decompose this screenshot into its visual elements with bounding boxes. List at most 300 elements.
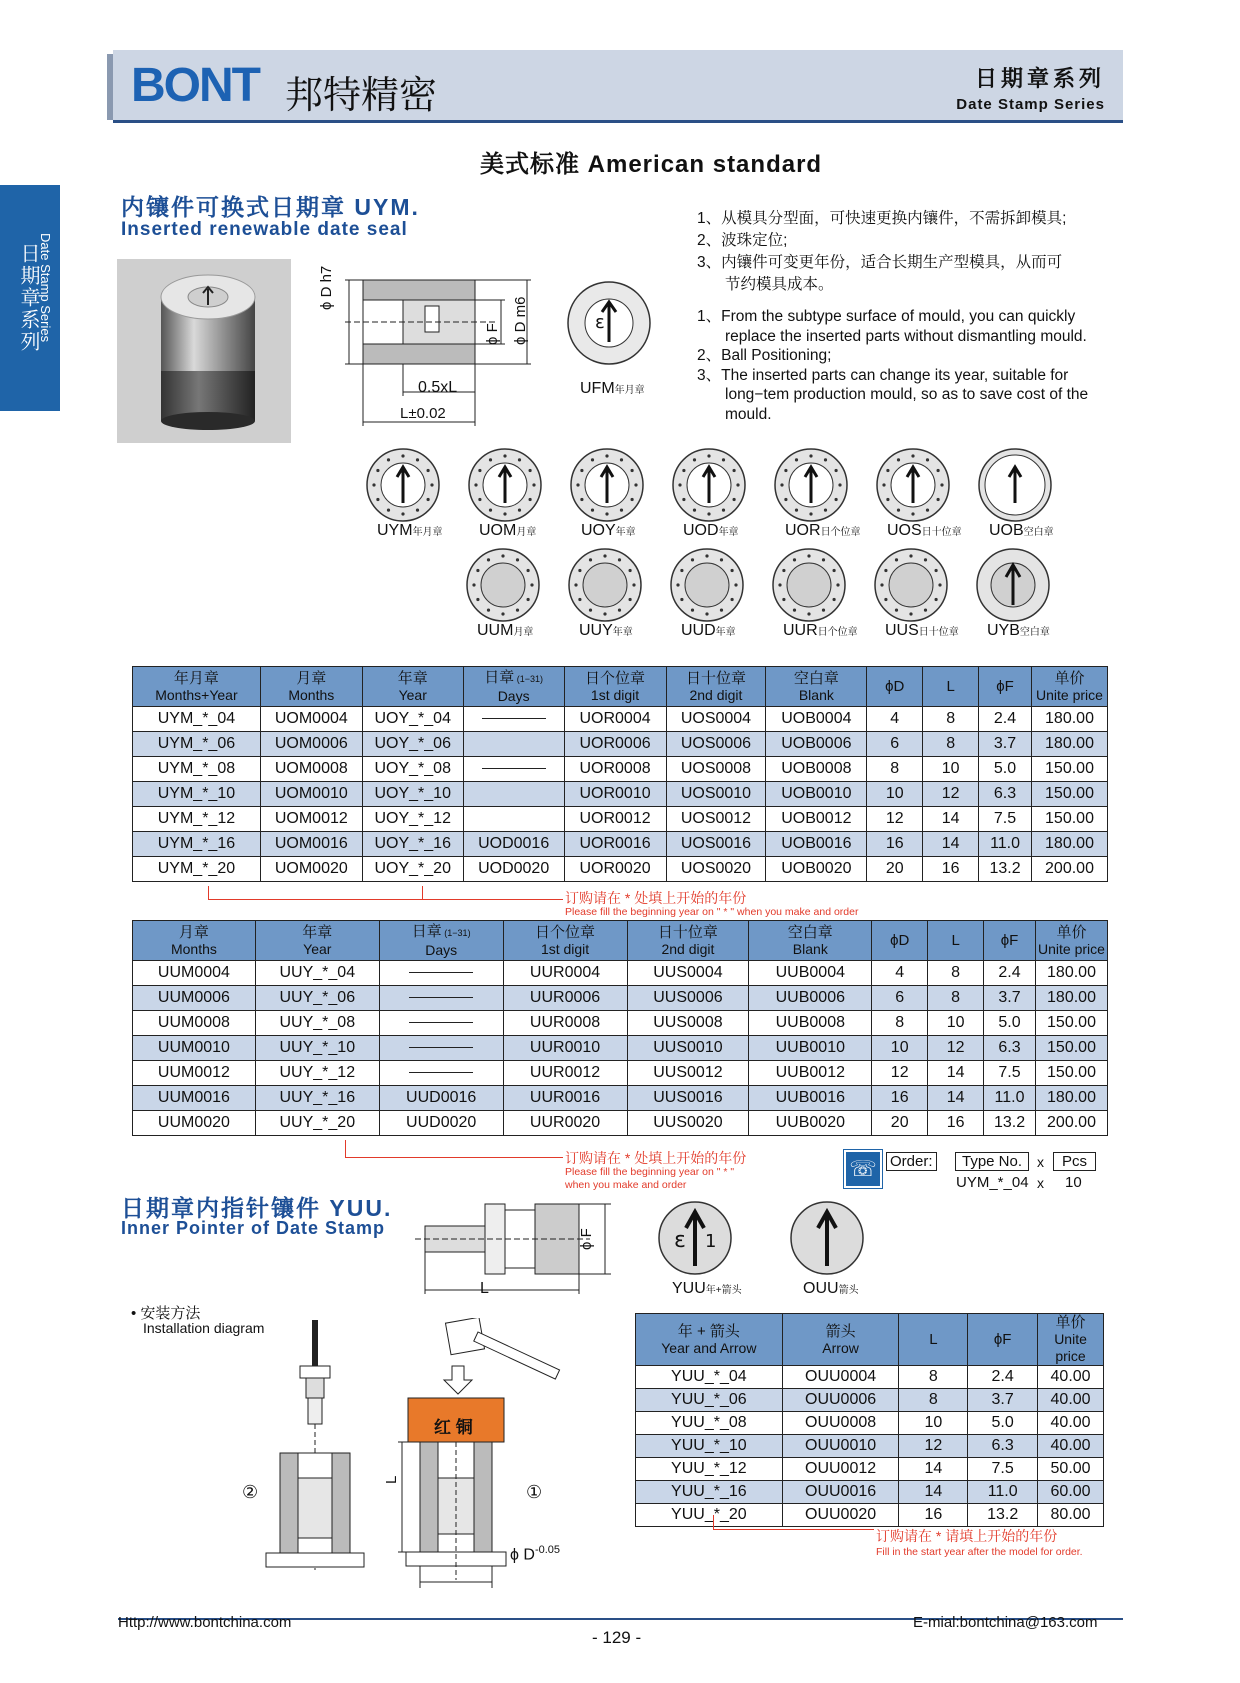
note-en-1: 1、From the subtype surface of mould, you can quickly: [697, 308, 1076, 325]
t1-cell: 200.00: [1032, 857, 1108, 882]
red-leader-1: [208, 886, 563, 900]
t1-cell: 180.00: [1032, 732, 1108, 757]
t1-cell: UOY_*_12: [362, 807, 463, 832]
t1-cell: UOM0010: [260, 782, 362, 807]
uoy-stamp-label: UOY年章: [581, 522, 636, 539]
t2-cell: UUR0008: [503, 1011, 627, 1036]
t3-cell: 16: [899, 1504, 968, 1527]
t3-cell: OUU0004: [782, 1366, 899, 1389]
t2-cell: UUS0016: [627, 1086, 749, 1111]
t1-cell: 20: [867, 857, 923, 882]
t3-row: [636, 1435, 1104, 1458]
t2-header-6: ϕD: [872, 921, 928, 961]
uud-stamp-label: UUD年章: [681, 622, 736, 639]
t3-cell: 14: [899, 1481, 968, 1504]
t2-cell: 150.00: [1036, 1036, 1108, 1061]
uos-stamp-icon: [875, 447, 951, 528]
t2-cell: UUY_*_04: [255, 961, 379, 986]
t3-cell: 50.00: [1038, 1458, 1104, 1481]
note-cn-1: 1、从模具分型面，可快速更换内镶件，不需拆卸模具;: [697, 210, 1067, 227]
note-en-5: long−tem production mould, so as to save cost of the: [725, 386, 1089, 403]
t1-cell: UOB0012: [766, 807, 867, 832]
t2-cell: 14: [928, 1086, 984, 1111]
footer-url[interactable]: Http://www.bontchina.com: [118, 1614, 292, 1631]
t1-cell: 10: [923, 757, 979, 782]
t1-cell: UYM_*_08: [133, 757, 261, 782]
t2-cell: 8: [928, 961, 984, 986]
t1-header-6: 空白章 Blank: [766, 667, 867, 707]
t3-cell: YUU_*_20: [636, 1504, 783, 1527]
dim-l-tol: L±0.02: [400, 405, 446, 422]
t3-cell: 6.3: [968, 1435, 1038, 1458]
yuu-dim-l: L: [480, 1280, 489, 1297]
t2-cell: 150.00: [1036, 1061, 1108, 1086]
t2-cell: 12: [928, 1036, 984, 1061]
t2-cell: 8: [928, 986, 984, 1011]
t1-row: [133, 857, 1108, 882]
t2-cell: UUB0020: [749, 1111, 872, 1136]
t2-row: [133, 1086, 1108, 1111]
install-title-cn: • 安装方法: [131, 1305, 201, 1322]
t2-cell: UUY_*_10: [255, 1036, 379, 1061]
t1-cell: UOR0020: [564, 857, 666, 882]
t1-row: [133, 732, 1108, 757]
t2-cell: 180.00: [1036, 1086, 1108, 1111]
uuy-stamp-icon: [567, 547, 643, 628]
note-en-4: 3、The inserted parts can change its year, suitable for: [697, 366, 1069, 384]
t1-cell: UOY_*_16: [362, 832, 463, 857]
table2-note-en-2: when you make and order: [565, 1179, 687, 1191]
t2-cell: UUB0004: [749, 961, 872, 986]
section1-notes-cn: [697, 208, 1117, 296]
t1-row: [133, 807, 1108, 832]
t1-cell: UOR0008: [564, 757, 666, 782]
order-example-type: UYM_*_04: [956, 1174, 1029, 1191]
t2-cell: [379, 986, 503, 1011]
t2-cell: UUM0012: [133, 1061, 256, 1086]
t2-cell: UUR0020: [503, 1111, 627, 1136]
t3-cell: 12: [899, 1435, 968, 1458]
t1-cell: 11.0: [979, 832, 1032, 857]
t1-cell: 8: [923, 707, 979, 732]
t1-cell: UOM0016: [260, 832, 362, 857]
series-title-en: Date Stamp Series: [956, 96, 1105, 113]
t2-cell: UUS0006: [627, 986, 749, 1011]
t2-header-2: 日章 (1−31) Days: [379, 921, 503, 961]
t1-cell: UOB0020: [766, 857, 867, 882]
t1-cell: UOB0006: [766, 732, 867, 757]
t2-cell: UUS0020: [627, 1111, 749, 1136]
t3-cell: YUU_*_06: [636, 1389, 783, 1412]
t1-cell: [463, 707, 564, 732]
t1-cell: 12: [867, 807, 923, 832]
t1-cell: UOY_*_20: [362, 857, 463, 882]
t2-cell: 10: [872, 1036, 928, 1061]
note-en-3: 2、Ball Positioning;: [697, 347, 832, 364]
uyb-stamp-label: UYB空白章: [987, 622, 1050, 639]
t1-cell: UOS0008: [666, 757, 766, 782]
note-cn-3: 3、内镶件可变更年份，适合长期生产型模具，从而可: [697, 254, 1063, 271]
t1-cell: UYM_*_06: [133, 732, 261, 757]
t2-cell: UUY_*_20: [255, 1111, 379, 1136]
t2-cell: UUB0008: [749, 1011, 872, 1036]
t1-header-10: 单价 Unite price: [1032, 667, 1108, 707]
brand-name-cn: 邦特精密: [285, 73, 438, 117]
section1-title-en: Inserted renewable date seal: [121, 219, 408, 240]
t2-cell: 13.2: [984, 1111, 1036, 1136]
table2-note-en-1: Please fill the beginning year on " * ": [565, 1166, 735, 1178]
section1-title-cn: 内镶件可换式日期章 UYM.: [121, 194, 420, 220]
t3-header-4: 单价 Unite price: [1038, 1314, 1104, 1366]
t2-cell: UUB0012: [749, 1061, 872, 1086]
table2-note-cn: 订购请在 * 处填上开始的年份: [565, 1150, 747, 1166]
footer-email[interactable]: E-mial:bontchina@163.com: [913, 1614, 1098, 1631]
section2-title-cn: 日期章内指针镶件 YUU.: [121, 1195, 393, 1221]
t2-cell: UUD0020: [379, 1111, 503, 1136]
t1-row: [133, 782, 1108, 807]
uuy-stamp-label: UUY年章: [579, 622, 633, 639]
t1-cell: UOB0010: [766, 782, 867, 807]
uor-stamp-label: UOR日个位章: [785, 522, 861, 539]
uum-stamp-label: UUM月章: [477, 622, 534, 639]
t1-cell: [463, 732, 564, 757]
t2-cell: 16: [928, 1111, 984, 1136]
t1-cell: 150.00: [1032, 807, 1108, 832]
t2-cell: UUR0012: [503, 1061, 627, 1086]
ufm-label: UFM年月章: [580, 380, 645, 397]
t3-cell: 2.4: [968, 1366, 1038, 1389]
t2-cell: [379, 1061, 503, 1086]
t3-header-2: L: [899, 1314, 968, 1366]
t2-cell: 3.7: [984, 986, 1036, 1011]
uur-stamp-label: UUR日个位章: [783, 622, 858, 639]
t1-cell: UOR0004: [564, 707, 666, 732]
t2-row: [133, 1011, 1108, 1036]
page-header: [113, 50, 1123, 123]
t2-row: [133, 1036, 1108, 1061]
t2-cell: UUB0016: [749, 1086, 872, 1111]
t2-cell: UUY_*_06: [255, 986, 379, 1011]
svg-text:1: 1: [705, 1231, 717, 1252]
t1-cell: 150.00: [1032, 782, 1108, 807]
uob-stamp-label: UOB空白章: [989, 522, 1054, 539]
t3-row: [636, 1412, 1104, 1435]
yuu-dim-phif: ϕ F: [578, 1228, 595, 1250]
t3-cell: 60.00: [1038, 1481, 1104, 1504]
t2-cell: UUM0006: [133, 986, 256, 1011]
t1-cell: UOB0004: [766, 707, 867, 732]
t3-cell: 11.0: [968, 1481, 1038, 1504]
uod-stamp-label: UOD年章: [683, 522, 739, 539]
t2-header-1: 年章 Year: [255, 921, 379, 961]
t2-cell: UUY_*_16: [255, 1086, 379, 1111]
t3-row: [636, 1458, 1104, 1481]
install-title-en: Installation diagram: [143, 1320, 265, 1336]
t3-cell: 7.5: [968, 1458, 1038, 1481]
t2-header-9: 单价 Unite price: [1036, 921, 1108, 961]
uus-stamp-label: UUS日十位章: [885, 622, 959, 639]
side-tab: [0, 185, 60, 411]
uym-stamp-icon: [365, 447, 441, 528]
t3-cell: OUU0008: [782, 1412, 899, 1435]
t1-cell: UOY_*_06: [362, 732, 463, 757]
t2-cell: UUR0006: [503, 986, 627, 1011]
t1-cell: UOY_*_10: [362, 782, 463, 807]
side-tab-en: Date Stamp Series: [38, 233, 53, 343]
t3-cell: OUU0016: [782, 1481, 899, 1504]
stamp-row-1: [365, 447, 1085, 547]
t3-cell: OUU0006: [782, 1389, 899, 1412]
t3-cell: 40.00: [1038, 1366, 1104, 1389]
t1-header-8: L: [923, 667, 979, 707]
t1-cell: UOM0006: [260, 732, 362, 757]
t3-cell: YUU_*_04: [636, 1366, 783, 1389]
t1-header-9: ϕF: [979, 667, 1032, 707]
svg-text:ɛ: ɛ: [674, 1228, 686, 1253]
t1-row: [133, 707, 1108, 732]
t1-header-3: 日章 (1−31) Days: [463, 667, 564, 707]
phone-icon: ☏: [844, 1150, 882, 1188]
t1-cell: 2.4: [979, 707, 1032, 732]
t1-cell: UOS0016: [666, 832, 766, 857]
brand-logo: BONT: [131, 59, 259, 112]
t3-cell: 40.00: [1038, 1435, 1104, 1458]
t1-cell: UOM0012: [260, 807, 362, 832]
table1-note-en: Please fill the beginning year on " * " when you make and order: [565, 906, 859, 918]
table3-note-en: Fill in the start year after the model for order.: [876, 1546, 1083, 1558]
t1-cell: 10: [867, 782, 923, 807]
t3-cell: OUU0010: [782, 1435, 899, 1458]
type-no-label: Type No.: [955, 1152, 1029, 1171]
t1-cell: UOB0016: [766, 832, 867, 857]
t2-cell: 2.4: [984, 961, 1036, 986]
t1-cell: UOS0012: [666, 807, 766, 832]
t2-cell: 14: [928, 1061, 984, 1086]
times-sign-2: x: [1037, 1175, 1044, 1191]
t1-cell: UYM_*_04: [133, 707, 261, 732]
t1-cell: 4: [867, 707, 923, 732]
note-cn-4: 节约模具成本。: [725, 276, 834, 293]
t1-cell: 14: [923, 832, 979, 857]
t1-cell: 7.5: [979, 807, 1032, 832]
t1-cell: 6: [867, 732, 923, 757]
t1-cell: 180.00: [1032, 832, 1108, 857]
t2-cell: 10: [928, 1011, 984, 1036]
uos-stamp-label: UOS日十位章: [887, 522, 962, 539]
t1-header-0: 年月章 Months+Year: [133, 667, 261, 707]
t1-header-7: ϕD: [867, 667, 923, 707]
t2-cell: UUS0008: [627, 1011, 749, 1036]
t3-cell: OUU0012: [782, 1458, 899, 1481]
t1-cell: UOS0010: [666, 782, 766, 807]
t2-row: [133, 961, 1108, 986]
t2-header-5: 空白章 Blank: [749, 921, 872, 961]
t1-cell: UOD0020: [463, 857, 564, 882]
t2-cell: UUR0016: [503, 1086, 627, 1111]
uyb-stamp-icon: [975, 547, 1051, 628]
t1-cell: 5.0: [979, 757, 1032, 782]
t2-cell: UUR0010: [503, 1036, 627, 1061]
uom-stamp-icon: [467, 447, 543, 528]
t3-cell: YUU_*_16: [636, 1481, 783, 1504]
t2-cell: UUM0016: [133, 1086, 256, 1111]
t1-cell: [463, 782, 564, 807]
t1-cell: 13.2: [979, 857, 1032, 882]
install-dim-phid: ϕ $D^{-0.05}$: [510, 1544, 561, 1564]
uym-spec-table: [132, 666, 1108, 882]
t3-row: [636, 1389, 1104, 1412]
t1-cell: 12: [923, 782, 979, 807]
uoy-stamp-icon: [569, 447, 645, 528]
t1-cell: UOS0020: [666, 857, 766, 882]
t2-cell: 20: [872, 1111, 928, 1136]
t1-cell: UOY_*_04: [362, 707, 463, 732]
t1-cell: [463, 807, 564, 832]
t2-cell: [379, 1036, 503, 1061]
red-leader-1b: [422, 886, 423, 899]
t1-cell: UOS0006: [666, 732, 766, 757]
t2-cell: [379, 1011, 503, 1036]
t2-cell: UUS0004: [627, 961, 749, 986]
t1-header-4: 日个位章 1st digit: [564, 667, 666, 707]
t1-cell: UOM0008: [260, 757, 362, 782]
t1-cell: [463, 757, 564, 782]
side-tab-cn: 日期章系列: [17, 243, 39, 353]
t2-cell: UUY_*_08: [255, 1011, 379, 1036]
section1-notes-en: [697, 307, 1127, 424]
order-example-qty: 10: [1065, 1174, 1082, 1191]
t3-cell: 8: [899, 1366, 968, 1389]
t1-row: [133, 832, 1108, 857]
t2-header-7: L: [928, 921, 984, 961]
t1-cell: UOR0006: [564, 732, 666, 757]
t2-cell: 16: [872, 1086, 928, 1111]
t2-cell: UUB0006: [749, 986, 872, 1011]
section2-title-en: Inner Pointer of Date Stamp: [121, 1218, 386, 1238]
product-photo: [117, 259, 291, 443]
t3-cell: 13.2: [968, 1504, 1038, 1527]
uud-stamp-icon: [669, 547, 745, 628]
uus-stamp-icon: [873, 547, 949, 628]
t1-cell: 180.00: [1032, 707, 1108, 732]
ouu-label: OUU箭头: [803, 1280, 859, 1297]
t1-cell: 150.00: [1032, 757, 1108, 782]
ouu-stamp-icon: [789, 1200, 865, 1281]
table3-note-cn: 订购请在 * 请填上开始的年份: [876, 1528, 1058, 1544]
t3-header-3: ϕF: [968, 1314, 1038, 1366]
t1-cell: UOM0004: [260, 707, 362, 732]
note-en-6: mould.: [725, 405, 772, 423]
t2-cell: 5.0: [984, 1011, 1036, 1036]
table1-note-cn: 订购请在 * 处填上开始的年份: [565, 890, 747, 906]
t1-cell: 14: [923, 807, 979, 832]
dim-half-l: 0.5xL: [418, 379, 458, 396]
t1-header-1: 月章 Months: [260, 667, 362, 707]
t2-cell: 11.0: [984, 1086, 1036, 1111]
t2-cell: 4: [872, 961, 928, 986]
dim-phif: ϕ F: [484, 323, 501, 345]
t3-cell: YUU_*_08: [636, 1412, 783, 1435]
yuu-spec-table: [635, 1313, 1104, 1527]
t1-header-2: 年章 Year: [362, 667, 463, 707]
t2-cell: 12: [872, 1061, 928, 1086]
install-step-2: ②: [242, 1482, 259, 1502]
t1-cell: 16: [867, 832, 923, 857]
t2-header-4: 日十位章 2nd digit: [627, 921, 749, 961]
t2-cell: 200.00: [1036, 1111, 1108, 1136]
t1-cell: UOB0008: [766, 757, 867, 782]
t3-cell: 40.00: [1038, 1412, 1104, 1435]
t1-cell: 8: [867, 757, 923, 782]
note-en-2: replace the inserted parts without dismantling mould.: [725, 327, 1087, 345]
t3-cell: 5.0: [968, 1412, 1038, 1435]
t1-cell: 3.7: [979, 732, 1032, 757]
order-label: Order:: [886, 1152, 937, 1171]
page-number: - 129 -: [592, 1628, 642, 1647]
ufm-stamp-icon: [566, 280, 652, 371]
t1-cell: 6.3: [979, 782, 1032, 807]
t2-header-0: 月章 Months: [133, 921, 256, 961]
t1-cell: UYM_*_20: [133, 857, 261, 882]
t1-cell: UOY_*_08: [362, 757, 463, 782]
t2-cell: 6.3: [984, 1036, 1036, 1061]
t1-cell: UYM_*_10: [133, 782, 261, 807]
t3-header-1: 箭头 Arrow: [782, 1314, 899, 1366]
t3-cell: 14: [899, 1458, 968, 1481]
install-step-1: ①: [526, 1482, 543, 1502]
t3-cell: 8: [899, 1389, 968, 1412]
t1-cell: UOS0004: [666, 707, 766, 732]
t3-cell: 40.00: [1038, 1389, 1104, 1412]
uum-spec-table: [132, 920, 1108, 1136]
t3-row: [636, 1481, 1104, 1504]
t3-header-0: 年 + 箭头 Year and Arrow: [636, 1314, 783, 1366]
t2-row: [133, 1061, 1108, 1086]
t2-cell: UUM0010: [133, 1036, 256, 1061]
stamp-row-2: [465, 547, 1085, 647]
note-cn-2: 2、波珠定位;: [697, 232, 788, 249]
t2-cell: 8: [872, 1011, 928, 1036]
series-title-cn: 日期章系列: [974, 66, 1105, 91]
times-sign: x: [1037, 1154, 1044, 1170]
uod-stamp-icon: [671, 447, 747, 528]
t1-cell: 16: [923, 857, 979, 882]
yuu-label: YUU年+箭头: [672, 1280, 742, 1297]
t1-cell: UOR0012: [564, 807, 666, 832]
t3-cell: YUU_*_12: [636, 1458, 783, 1481]
t2-cell: UUD0016: [379, 1086, 503, 1111]
t2-cell: UUS0012: [627, 1061, 749, 1086]
uob-stamp-icon: [977, 447, 1053, 528]
red-leader-2: [345, 1140, 563, 1158]
t3-cell: 10: [899, 1412, 968, 1435]
t2-cell: [379, 961, 503, 986]
t1-row: [133, 757, 1108, 782]
t3-row: [636, 1366, 1104, 1389]
t2-cell: UUR0004: [503, 961, 627, 986]
uur-stamp-icon: [771, 547, 847, 628]
uom-stamp-label: UOM月章: [479, 522, 537, 539]
t2-cell: UUM0008: [133, 1011, 256, 1036]
t2-cell: 180.00: [1036, 986, 1108, 1011]
t2-cell: 6: [872, 986, 928, 1011]
install-dim-l: L: [383, 1475, 400, 1484]
t1-cell: UOD0016: [463, 832, 564, 857]
dim-phid-m6: ϕ D m6: [512, 296, 529, 345]
page-title: 美式标准 American standard: [480, 151, 823, 178]
pcs-label: Pcs: [1053, 1152, 1096, 1171]
t1-cell: UYM_*_12: [133, 807, 261, 832]
